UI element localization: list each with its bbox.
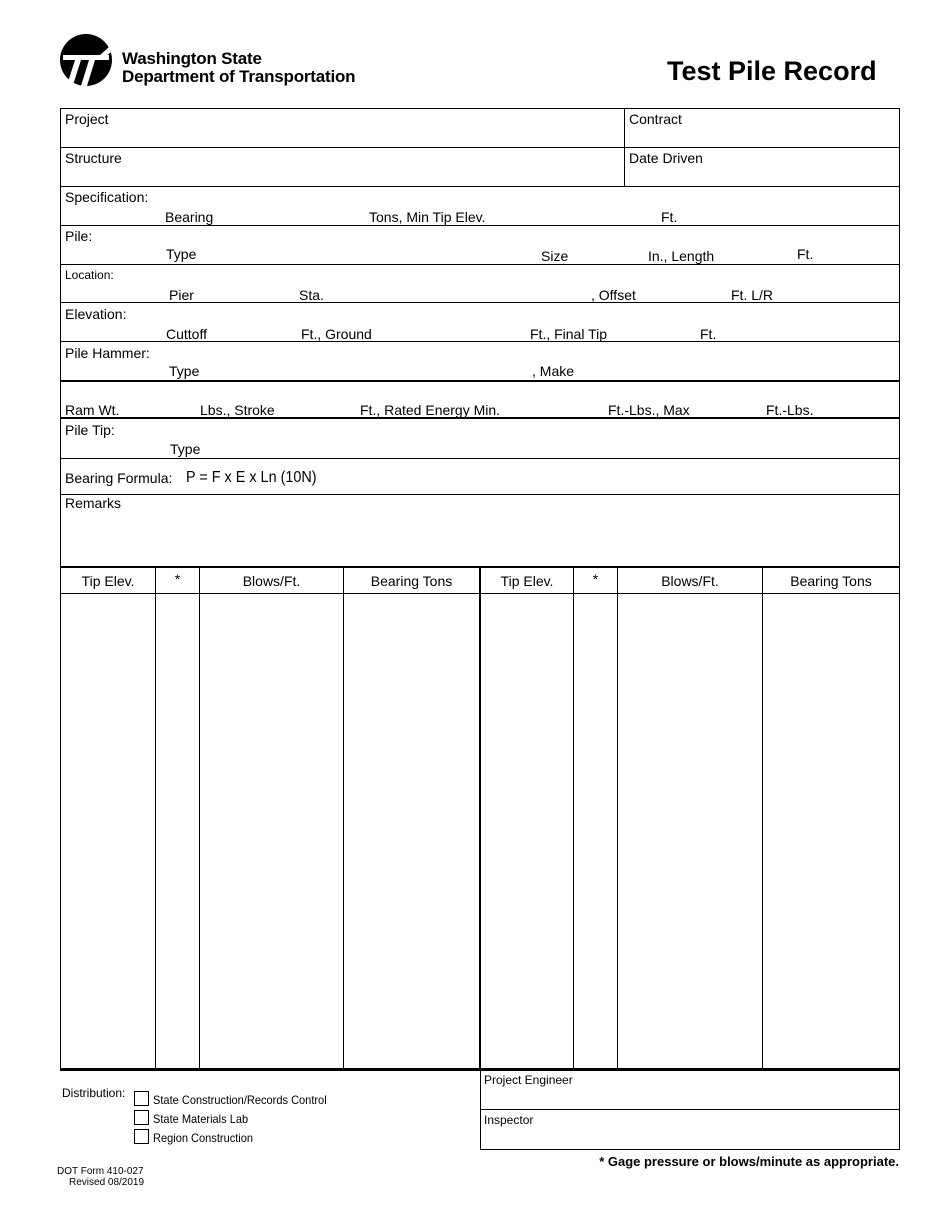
distribution-option-label: State Materials Lab xyxy=(153,1112,249,1126)
loc-ft-lr-label: Ft. L/R xyxy=(731,287,774,303)
distribution-option-label: State Construction/Records Control xyxy=(153,1093,327,1107)
wsdot-logo xyxy=(59,33,113,87)
footnote: * Gage pressure or blows/minute as appropriate. xyxy=(599,1154,899,1169)
checkbox-state-materials-lab[interactable] xyxy=(134,1110,149,1125)
pile-label: Pile: xyxy=(65,228,93,244)
date-driven-field[interactable]: Date Driven xyxy=(629,150,703,166)
agency-name-line1: Washington State xyxy=(122,49,262,68)
divider xyxy=(61,225,899,226)
elev-final-tip-label: Ft., Final Tip xyxy=(530,326,608,342)
inspector-field[interactable]: Inspector xyxy=(484,1113,534,1127)
column-header-blows-ft: Blows/Ft. xyxy=(242,573,301,589)
loc-sta-label: Sta. xyxy=(299,287,324,303)
elev-ground-label: Ft., Ground xyxy=(301,326,372,342)
distribution-label: Distribution: xyxy=(62,1086,126,1100)
form-title: Test Pile Record xyxy=(667,56,877,86)
tip-type-label: Type xyxy=(170,441,201,457)
ram-ftlbs-label: Ft.-Lbs. xyxy=(766,402,814,418)
ram-rated-energy-label: Ft., Rated Energy Min. xyxy=(360,402,501,418)
loc-offset-label: , Offset xyxy=(591,287,636,303)
column-header-bearing-tons: Bearing Tons xyxy=(790,573,872,589)
divider xyxy=(61,147,899,148)
column-header-bearing-tons: Bearing Tons xyxy=(370,573,453,589)
spec-bearing-label: Bearing xyxy=(165,209,214,225)
agency-name-line2: Department of Transportation xyxy=(122,67,356,86)
contract-field[interactable]: Contract xyxy=(629,111,682,127)
column-header-blows-ft: Blows/Ft. xyxy=(661,573,719,589)
bearing-formula: P = F x E x Ln (10N) xyxy=(186,469,317,486)
column-header-asterisk: * xyxy=(592,571,599,587)
ram-max-label: Ft.-Lbs., Max xyxy=(608,402,690,418)
hammer-make-label: , Make xyxy=(532,363,575,379)
checkbox-state-construction[interactable] xyxy=(134,1091,149,1106)
pile-size-label: Size xyxy=(541,248,569,264)
revised-date: Revised 08/2019 xyxy=(69,1177,145,1188)
elev-cuttoff-label: Cuttoff xyxy=(166,326,207,342)
pile-type-label: Type xyxy=(166,246,197,262)
hammer-type-label: Type xyxy=(169,363,200,379)
divider xyxy=(61,494,899,495)
project-field[interactable]: Project xyxy=(65,111,109,127)
column-header-tip-elev: Tip Elev. xyxy=(500,573,554,589)
ram-wt-label: Ram Wt. xyxy=(65,402,120,418)
elevation-label: Elevation: xyxy=(65,306,127,322)
column-header-tip-elev: Tip Elev. xyxy=(81,573,135,589)
project-engineer-field[interactable]: Project Engineer xyxy=(484,1073,573,1087)
data-entry-area[interactable] xyxy=(61,594,899,1068)
pile-length-label: In., Length xyxy=(648,248,715,264)
form-number: DOT Form 410-027 xyxy=(57,1166,144,1177)
loc-pier-label: Pier xyxy=(169,287,194,303)
pile-ft-label: Ft. xyxy=(797,246,814,262)
pile-tip-label: Pile Tip: xyxy=(65,422,115,438)
checkbox-region-construction[interactable] xyxy=(134,1129,149,1144)
bearing-formula-label: Bearing Formula: xyxy=(65,470,173,486)
divider xyxy=(480,1109,899,1110)
divider xyxy=(61,380,899,382)
divider xyxy=(61,186,899,187)
divider xyxy=(61,264,899,265)
spec-ft-label: Ft. xyxy=(661,209,678,225)
location-label: Location: xyxy=(65,268,114,282)
ram-stroke-label: Lbs., Stroke xyxy=(200,402,275,418)
divider xyxy=(624,109,625,186)
elev-ft-label: Ft. xyxy=(700,326,717,342)
divider xyxy=(61,458,899,459)
specification-label: Specification: xyxy=(65,189,149,205)
remarks-field[interactable]: Remarks xyxy=(65,495,122,511)
wsdot-logo-icon xyxy=(59,33,113,87)
pile-hammer-label: Pile Hammer: xyxy=(65,345,150,361)
column-header-asterisk: * xyxy=(174,571,181,587)
distribution-option-label: Region Construction xyxy=(153,1131,254,1145)
structure-field[interactable]: Structure xyxy=(65,150,122,166)
spec-tons-min-tip-label: Tons, Min Tip Elev. xyxy=(369,209,486,225)
